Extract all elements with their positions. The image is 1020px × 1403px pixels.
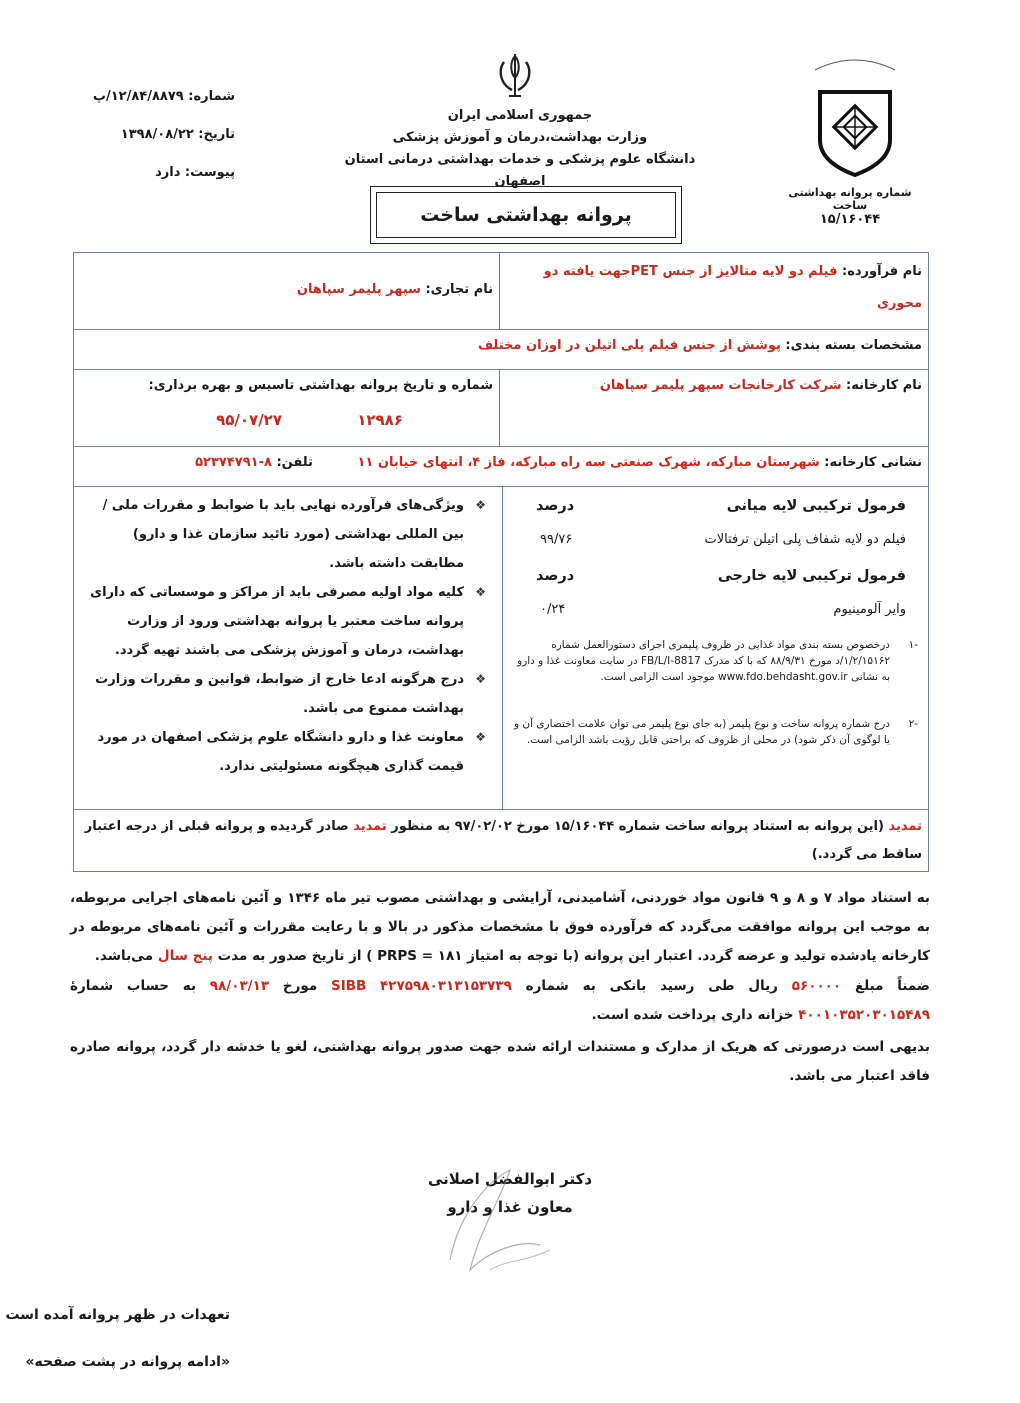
formula-section: فرمول ترکیبی لایه میانی درصد فیلم دو لایه شفاف پلی اتیلن ترفتالات ۹۹/۷۶ فرمول ترکیبی لایه خارجی درصد وایر آلومینیوم ۰/۲۴ <box>526 493 906 623</box>
letter-attachment: پیوست: دارد <box>155 165 235 180</box>
letter-number: شماره: ۱۲/۸۴/۸۸۷۹/پ <box>92 89 235 104</box>
signatory-name: دکتر ابوالفضل اصلانی <box>427 1170 593 1188</box>
continued-note: «ادامه پروانه در پشت صفحه» <box>25 1354 230 1370</box>
renewal-note: تمدید (این پروانه به استناد پروانه ساخت شماره ۱۵/۱۶۰۴۴ مورخ ۹۷/۰۲/۰۲ به منظور تمدید صادر گردیده و پروانه قبلی از درجه اعتبار ساقط می گردد.) <box>84 819 922 862</box>
document-title: پروانه بهداشتی ساخت <box>376 192 676 238</box>
condition-item: ❖ کلیه مواد اولیه مصرفی باید از مراکز و موسساتی که دارای پروانه ساخت معتبر یا پروانه بهداشتی ورود از وزارت بهداشت، درمان و آموزش پزشکی می باشند تهیه گردد. <box>80 578 490 665</box>
payment-paragraph: ضمناً مبلغ ۵۶۰۰۰۰ ریال طی رسید بانکی به شماره SIBB ۴۲۷۵۹۸۰۳۱۳۱۵۳۷۳۹ مورخ ۹۸/۰۳/۱۳ به حساب شمارهٔ ۴۰۰۱۰۳۵۲۰۳۰۱۵۴۸۹ خزانه داری پرداخت شده است. <box>70 978 930 1023</box>
note-1: -۱ درخصوص بسته بندی مواد غذایی در ظروف پلیمری اجرای دستورالعمل شماره ۱/۲/۱۵۱۶۲/د مورخ ۸۸/۹/۳۱ که با کد مدرک FB/L/I-8817 در سایت معاونت غذا و دارو به نشانی www.fdo.behdasht.gov.ir موجود است الزامی است. <box>517 639 918 683</box>
formula-mid-title: فرمول ترکیبی لایه میانی <box>726 498 906 514</box>
university-logo-icon <box>800 50 910 180</box>
formula-out-item: وایر آلومینیوم <box>833 602 906 617</box>
signatory-role: معاون غذا و دارو <box>447 1198 573 1216</box>
approval-paragraph: به استناد مواد ۷ و ۸ و ۹ قانون مواد خوردنی، آشامیدنی، آرایشی و بهداشتی مصوب تیر ماه ۱۳۴۶ و آئین نامه‌های اجرایی مربوطه، به موجب این پروانه موافقت می‌گردد که فرآورده فوق با مشخصات مذکور در بالا و با رعایت مقررات و آئین نامه‌های مربوطه در کارخانه یادشده تولید و عرضه گردد. اعتبار این پروانه (با توجه به امتیاز ۱۸۱ = PRPS ) از تاریخ صدور به مدت پنج سال می‌باشد. <box>70 890 930 964</box>
packaging-cell: مشخصات بسته بندی: پوشش از جنس فیلم پلی اتیلن در اوزان مختلف <box>477 338 922 353</box>
product-name-cell: نام فرآورده: فیلم دو لایه متالایز از جنس PETجهت یافته دو محوری <box>543 264 922 311</box>
commitments-note: تعهدات در ظهر پروانه آمده است <box>5 1307 230 1323</box>
license-number-caption: شماره پروانه بهداشتی ساخت ۱۵/۱۶۰۴۴ <box>788 186 912 227</box>
ministry-header <box>330 105 710 193</box>
condition-item: ❖ ویژگی‌های فرآورده نهایی باید با ضوابط و مقررات ملی / بین المللی بهداشتی (مورد تائید سازمان غذا و دارو) مطابقت داشته باشد. <box>80 491 490 578</box>
trade-name-cell: نام تجاری: سپهر پلیمر سپاهان <box>296 282 493 297</box>
factory-name-cell: نام کارخانه: شرکت کارخانجات سپهر پلیمر سپاهان <box>599 378 922 393</box>
conditions-list <box>80 491 490 781</box>
handwritten-signature-icon <box>430 1150 570 1280</box>
header-line-2: وزارت بهداشت،درمان و آموزش پزشکی <box>392 130 648 145</box>
formula-mid-item: فیلم دو لایه شفاف پلی اتیلن ترفتالات <box>704 532 906 547</box>
address-cell: نشانی کارخانه: شهرستان مبارکه، شهرک صنعتی سه راه مبارکه، فاز ۴، انتهای خیابان ۱۱ تلفن: ۸-۵۲۳۷۴۷۹۱ <box>195 455 922 470</box>
letter-date: تاریخ: ۱۳۹۸/۰۸/۲۲ <box>120 127 235 142</box>
formula-out-title: فرمول ترکیبی لایه خارجی <box>717 568 906 584</box>
establishment-license-cell: شماره و تاریخ پروانه بهداشتی تاسیس و بهره برداری: ۱۲۹۸۶ ۹۵/۰۷/۲۷ <box>148 378 493 429</box>
note-2: -۲ درج شماره پروانه ساخت و نوع پلیمر (به جای نوع پلیمر می توان علامت اختصاری آن و یا لوگوی آن ذکر شود) در محلی از ظروف که براحتی قابل رؤیت باشد الزامی است. <box>513 718 918 746</box>
condition-item: ❖ معاونت غذا و دارو دانشگاه علوم پزشکی اصفهان در مورد قیمت گذاری هیچگونه مسئولیتی ندارد. <box>80 723 490 781</box>
letter-meta <box>60 78 235 192</box>
validity-paragraph: بدیهی است درصورتی که هریک از مدارک و مستندات ارائه شده جهت صدور پروانه بهداشتی، لغو یا خدشه دار گردد، پروانه صادره فاقد اعتبار می باشد. <box>70 1039 930 1084</box>
license-table <box>73 252 929 872</box>
condition-item: ❖ درج هرگونه ادعا خارج از ضوابط، قوانین و مقررات وزارت بهداشت ممنوع می باشد. <box>80 665 490 723</box>
header-line-1: جمهوری اسلامی ایران <box>447 108 593 123</box>
header-line-3: دانشگاه علوم پزشکی و خدمات بهداشتی درمانی استان اصفهان <box>344 152 696 189</box>
document-title-box <box>370 186 682 244</box>
iran-emblem-icon <box>492 52 538 102</box>
